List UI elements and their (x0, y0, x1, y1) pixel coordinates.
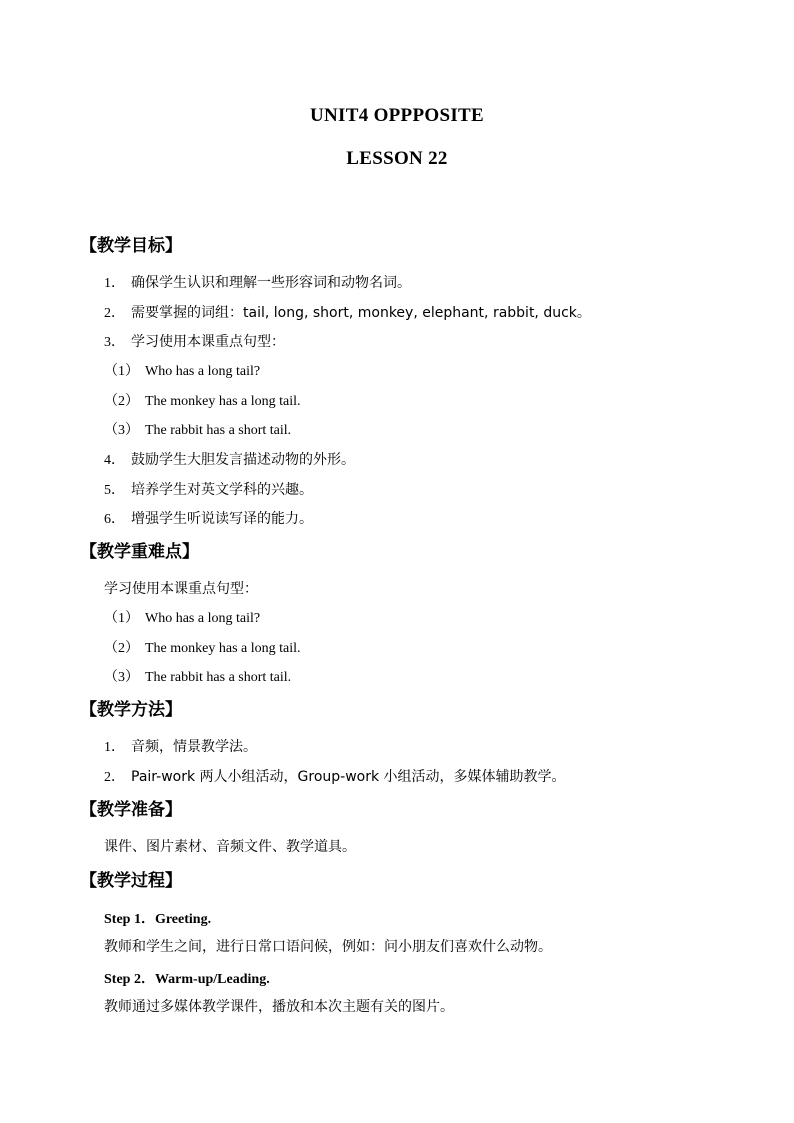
objective-item (104, 508, 313, 528)
sentence-pattern-item (104, 607, 260, 627)
methods-heading: 【教学方法】 (80, 700, 182, 720)
sentence-pattern-item (104, 390, 301, 410)
step-text: 教师通过多媒体教学课件，播放和本次主题有关的图片。 (104, 999, 454, 1015)
item-number: 4． (104, 453, 125, 468)
item-number: 3． (104, 335, 125, 350)
item-number: （2） (104, 394, 139, 409)
item-number: 5． (104, 483, 125, 498)
item-text: 增强学生听说读写译的能力。 (131, 511, 313, 527)
item-text: Who has a long tail? (145, 364, 261, 379)
preparation-text: 课件、图片素材、音频文件、教学道具。 (104, 839, 356, 855)
item-text: 学习使用本课重点句型： (131, 334, 285, 350)
item-text: 鼓励学生大胆发言描述动物的外形。 (131, 452, 355, 468)
objectives-heading: 【教学目标】 (80, 236, 182, 256)
item-text: Pair-work 两人小组活动，Group-work 小组活动，多媒体辅助教学。 (131, 769, 566, 785)
method-item (104, 736, 257, 756)
item-text: 需要掌握的词组：tail, long, short, monkey, elephant, rabbit, duck。 (131, 305, 591, 321)
item-text: The monkey has a long tail. (145, 641, 301, 656)
item-number: （3） (104, 670, 139, 685)
item-number: （2） (104, 641, 139, 656)
objective-item (104, 479, 313, 499)
sentence-pattern-item (104, 419, 291, 439)
document-title: UNIT4 OPPPOSITE (310, 105, 484, 126)
sentence-pattern-item (104, 666, 291, 686)
step-text: 教师和学生之间，进行日常口语问候，例如：问小朋友们喜欢什么动物。 (104, 939, 552, 955)
item-text: The rabbit has a short tail. (145, 670, 292, 685)
item-number: （1） (104, 364, 139, 379)
method-item (104, 766, 566, 786)
objective-item (104, 272, 411, 292)
key-points-intro: 学习使用本课重点句型： (104, 581, 258, 597)
item-number: 1． (104, 740, 125, 755)
item-number: （1） (104, 611, 139, 626)
item-number: 2． (104, 306, 125, 321)
item-number: （3） (104, 423, 139, 438)
item-number: 6． (104, 512, 125, 527)
item-text: 音频，情景教学法。 (131, 739, 257, 755)
item-number: 2． (104, 770, 125, 785)
item-text: 培养学生对英文学科的兴趣。 (131, 482, 313, 498)
step-label: Step 1．Greeting. (104, 912, 212, 927)
item-text: Who has a long tail? (145, 611, 261, 626)
sentence-pattern-item (104, 360, 260, 380)
objective-item (104, 302, 591, 322)
sentence-pattern-item (104, 637, 301, 657)
objective-item (104, 449, 355, 469)
process-heading: 【教学过程】 (80, 871, 182, 891)
item-text: The monkey has a long tail. (145, 394, 301, 409)
item-text: 确保学生认识和理解一些形容词和动物名词。 (131, 275, 411, 291)
step-label: Step 2．Warm-up/Leading. (104, 972, 270, 987)
item-number: 1． (104, 276, 125, 291)
preparation-heading: 【教学准备】 (80, 800, 182, 820)
key-points-heading: 【教学重难点】 (80, 542, 199, 562)
lesson-title: LESSON 22 (346, 148, 448, 169)
item-text: The rabbit has a short tail. (145, 423, 292, 438)
objective-item (104, 331, 285, 351)
